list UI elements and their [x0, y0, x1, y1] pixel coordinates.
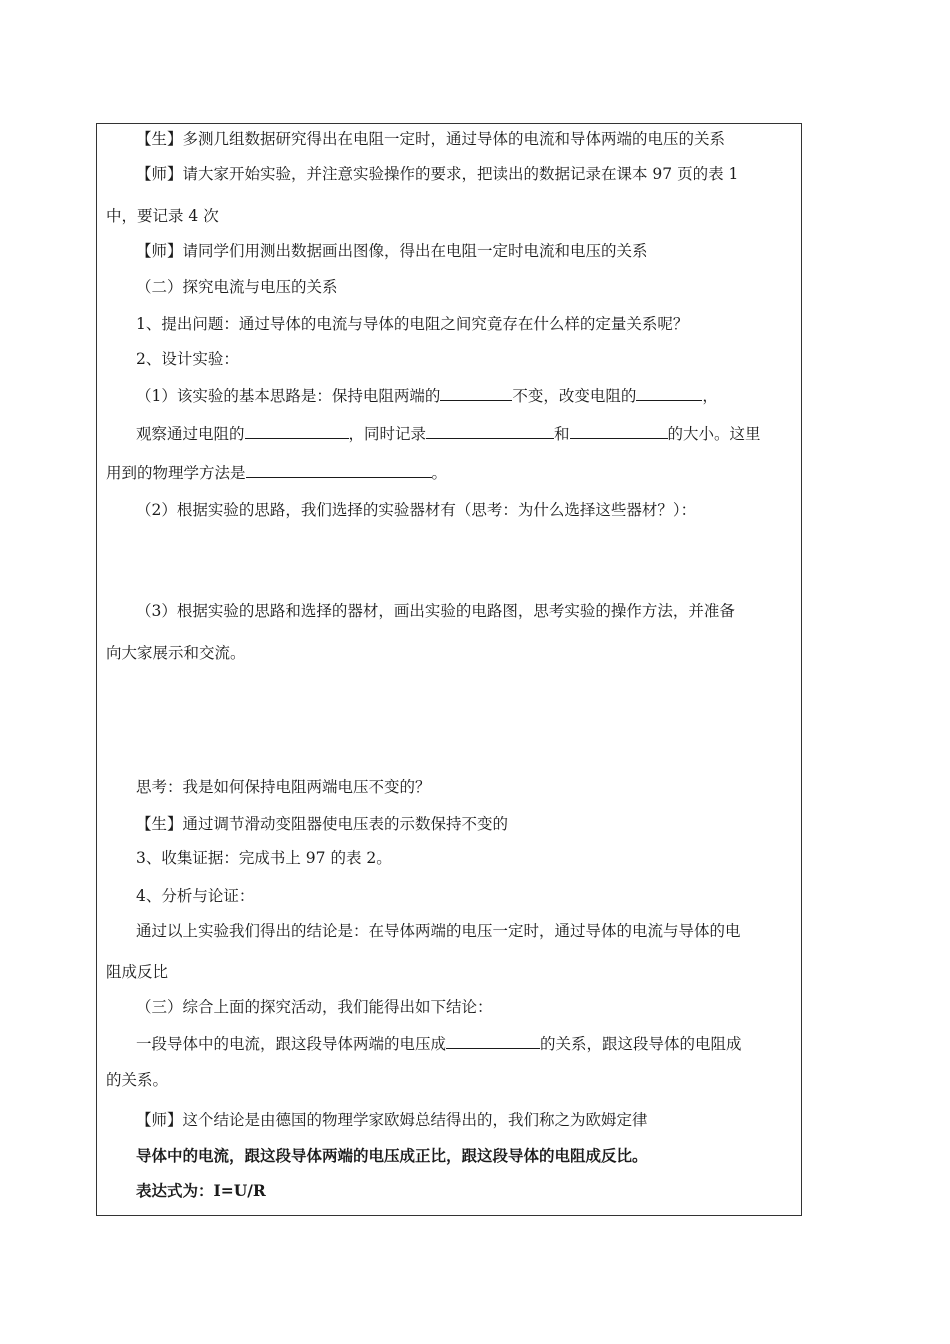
fill-line — [136, 1034, 742, 1054]
fill-text: （1）该实验的基本思路是：保持电阻两端的 — [136, 387, 441, 405]
fill-text: 。 — [431, 464, 448, 482]
fill-line — [106, 463, 447, 483]
text-line: 【师】这个结论是由德国的物理学家欧姆总结得出的，我们称之为欧姆定律 — [136, 1111, 648, 1129]
section-heading: （二）探究电流与电压的关系 — [136, 278, 338, 296]
text-line: 3、收集证据：完成书上 97 的表 2。 — [136, 849, 392, 867]
fill-text: 和 — [554, 425, 570, 443]
answer-blank[interactable] — [636, 386, 702, 401]
text-line: 4、分析与论证： — [136, 887, 255, 905]
answer-blank[interactable] — [446, 1034, 540, 1049]
fill-text: ，同时记录 — [348, 425, 427, 443]
text-line: 【师】请大家开始实验，并注意实验操作的要求，把读出的数据记录在课本 97 页的表 1 — [136, 165, 739, 183]
text-line: 中，要记录 4 次 — [106, 207, 219, 225]
answer-blank[interactable] — [245, 424, 349, 439]
ohm-law-formula: 表达式为：I=U/R — [136, 1181, 266, 1200]
text-line: 1、提出问题：通过导体的电流与导体的电阻之间究竟存在什么样的定量关系呢？ — [136, 315, 689, 333]
answer-blank[interactable] — [570, 424, 668, 439]
ohm-law-statement: 导体中的电流，跟这段导体两端的电压成正比，跟这段导体的电阻成反比。 — [136, 1146, 648, 1165]
text-line: 的关系。 — [106, 1071, 169, 1089]
text-line: 向大家展示和交流。 — [106, 644, 246, 662]
text-line: 思考：我是如何保持电阻两端电压不变的？ — [136, 778, 431, 796]
text-line: 【师】请同学们用测出数据画出图像，得出在电阻一定时电流和电压的关系 — [136, 242, 648, 260]
fill-text: 一段导体中的电流，跟这段导体两端的电压成 — [136, 1035, 447, 1053]
fill-text: 观察通过电阻的 — [136, 425, 245, 443]
text-line: 【生】多测几组数据研究得出在电阻一定时，通过导体的电流和导体两端的电压的关系 — [136, 130, 726, 148]
fill-text: 的关系，跟这段导体的电阻成 — [540, 1035, 742, 1053]
fill-line — [136, 424, 761, 444]
text-line: 通过以上实验我们得出的结论是：在导体两端的电压一定时，通过导体的电流与导体的电 — [136, 922, 741, 940]
answer-blank[interactable] — [440, 386, 512, 401]
fill-text: 不变，改变电阻的 — [512, 387, 637, 405]
lesson-table — [96, 123, 802, 1216]
text-line: 2、设计实验： — [136, 350, 239, 368]
fill-text: 的大小。这里 — [667, 425, 761, 443]
text-line: （2）根据实验的思路，我们选择的实验器材有（思考：为什么选择这些器材？）： — [136, 501, 697, 519]
text-line: （3）根据实验的思路和选择的器材，画出实验的电路图，思考实验的操作方法，并准备 — [136, 602, 735, 620]
text-line: 【生】通过调节滑动变阻器使电压表的示数保持不变的 — [136, 815, 509, 833]
fill-text: ， — [702, 387, 718, 405]
fill-text: 用到的物理学方法是 — [106, 464, 246, 482]
answer-blank[interactable] — [426, 424, 554, 439]
text-line: 阻成反比 — [106, 963, 169, 981]
section-heading: （三）综合上面的探究活动，我们能得出如下结论： — [136, 998, 493, 1016]
fill-line — [136, 386, 718, 406]
answer-blank[interactable] — [246, 463, 432, 478]
